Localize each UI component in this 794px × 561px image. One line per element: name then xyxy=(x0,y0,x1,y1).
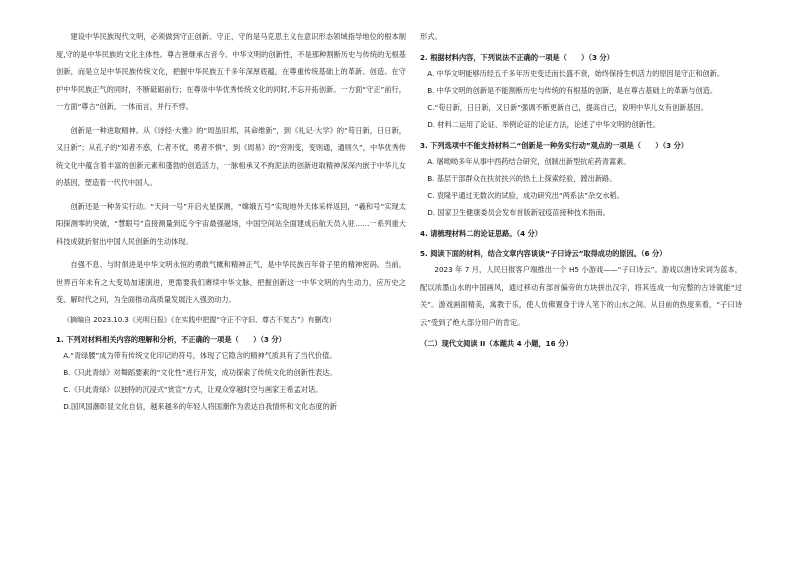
question-1-option-b: B.《只此青绿》对舞蹈要素的“文化性”进行开发，成功探索了传统文化的创新性表达。 xyxy=(63,367,337,377)
section-2-heading: （二）现代文阅读 II（本题共 4 小题，16 分） xyxy=(420,339,573,348)
question-5-title: 5. 阅读下面的材料，结合文章内容谈谈“子曰诗云”取得成功的原因。（6 分） xyxy=(420,249,667,258)
question-1-option-c: C.《只此青绿》以独特的沉浸式“赏宣”方式，让观众穿越时空与画家王希孟对话。 xyxy=(63,384,323,394)
question-1-title: 1. 下列对材料相关内容的理解和分析，不正确的一项是（ ）（3 分） xyxy=(56,334,286,344)
question-5-material: 2023 年 7 月，人民日报客户端推出一个 H5 小游戏——“子曰诗云”。游戏以唐诗宋词为蓝本，配以浓墨山水的中国画风，通过移动有部首偏旁的方块拼出汉字，将其连成一句完整的古诗就能“过关”。游戏画面精美，寓教于乐，使人仿佛置身于诗人笔下的山水之间。从目前的热度来看，“子曰诗云”受到了绝大部分用户的肯定。 xyxy=(420,265,742,327)
question-4-title: 4. 请梳理材料二的论证思路。（4 分） xyxy=(420,229,542,238)
question-2-option-c: C.“苟日新，日日新，又日新”强调不断更新自己，提高自己，说明中华儿女有创新基因。 xyxy=(427,103,708,112)
question-3-option-b: B. 基层干部群众在扶贫扶兴的热土上探索经验，蹚出新路。 xyxy=(427,174,617,183)
question-3-option-a: A. 屠呦呦多年从事中西药结合研究，创制出新型抗疟药青蒿素。 xyxy=(427,157,631,166)
question-2-option-b: B. 中华文明的创新是不能割断历史与传统的有根基的创新，是在尊古基础上的革新与创造。 xyxy=(427,86,718,95)
left-column xyxy=(56,28,406,415)
question-2-option-a: A. 中华文明能够历经五千多年历史变迁而长盛不衰，始终保持生机活力的原因是守正和创新。 xyxy=(427,69,725,78)
source-note: （摘编自 2023.10.3《光明日报》《在实践中把握“守正不守旧、尊古不复古”》有删改） xyxy=(63,315,336,324)
right-column xyxy=(420,28,742,351)
question-3-option-d: D. 国家卫生健康委员会发布首版新冠疫苗接种技术指南。 xyxy=(427,208,610,217)
question-1-option-a: A.“青绿腰”成为带有传统文化印记的符号，体现了它隐含的精神气质具有了当代价值。 xyxy=(63,350,337,360)
question-3-option-c: C. 袁隆平通过无数次的试验，成功研究出“两系法”杂交水稻。 xyxy=(427,191,624,200)
passage-paragraph-4: 自强不息、与时俱进是中华文明永恒的勇敢气概和精神正气，是中华民族百年骨子里的精神密码。当前，世界百年未有之大变局加速演进，更需要我们赓续中华文脉，把握创新这一中华文明的内生动力，应历史之变、解时代之问，为全面推动高质量发展注入强劲动力。 xyxy=(56,260,406,304)
question-3-title: 3. 下列选项中不能支持材料二“创新是一种务实行动”观点的一项是（ ）（3 分） xyxy=(420,141,688,150)
question-1-option-d: D.国风国潮彰显文化自信，越来越多的年轻人将国潮作为表达自我情怀和文化态度的新 xyxy=(63,401,337,411)
question-2-title: 2. 根据材料内容，下列说法不正确的一项是（ ）（3 分） xyxy=(420,53,614,62)
option-continuation: 形式。 xyxy=(420,32,442,41)
passage-paragraph-2: 创新是一种进取精神。从《诗经·大雅》的“周虽旧邦，其命维新”，到《礼记·大学》的“苟日新，日日新，又日新”；从孔子的“知者不惑，仁者不忧，勇者不惧”，到《周易》的“穷则变，变则通，通则久”，中华优秀传统文化中蕴含着丰富的创新元素和蓬勃的创造活力，一脉相承又不拘泥法的创新进取精神深深内嵌于中华儿女的基因，塑造着一代代中国人。 xyxy=(56,125,406,187)
question-2-option-d: D. 材料二运用了论证、举例论证的论证方法，论述了中华文明的创新性。 xyxy=(427,120,661,129)
passage-paragraph-1: 建设中华民族现代文明，必须做到守正创新。守正，守的是马克思主义在意识形态领域指导地位的根本制度,守的是中华民族的文化主体性。尊古善继承古音今。中华文明的创新性，不是那种割断历史与传统的无根基创新，而是立足中华民族传统文化，把握中华民族五千多年深厚底蕴，在尊重传统基础上的革新、创造。在守护中华民族正气的同时，不断砥砺前行；在尊崇中华优秀传统文化的同时,不忘开拓创新。一方面“守正”前行，一方面“尊古”创新，一体而言，并行不悖。 xyxy=(56,32,406,111)
passage-paragraph-3: 创新还是一种务实行动。“天问一号”开启火星探测，“嫦娥五号”实现地外天体采样返回，“羲和号”实现太阳探测零的突破，“慧眼号”直接测量到迄今宇宙最强磁场，中国空间站全面建成后航天员入驻……一系列重大科技成就折射出中国人民创新的生动体现。 xyxy=(56,201,406,246)
